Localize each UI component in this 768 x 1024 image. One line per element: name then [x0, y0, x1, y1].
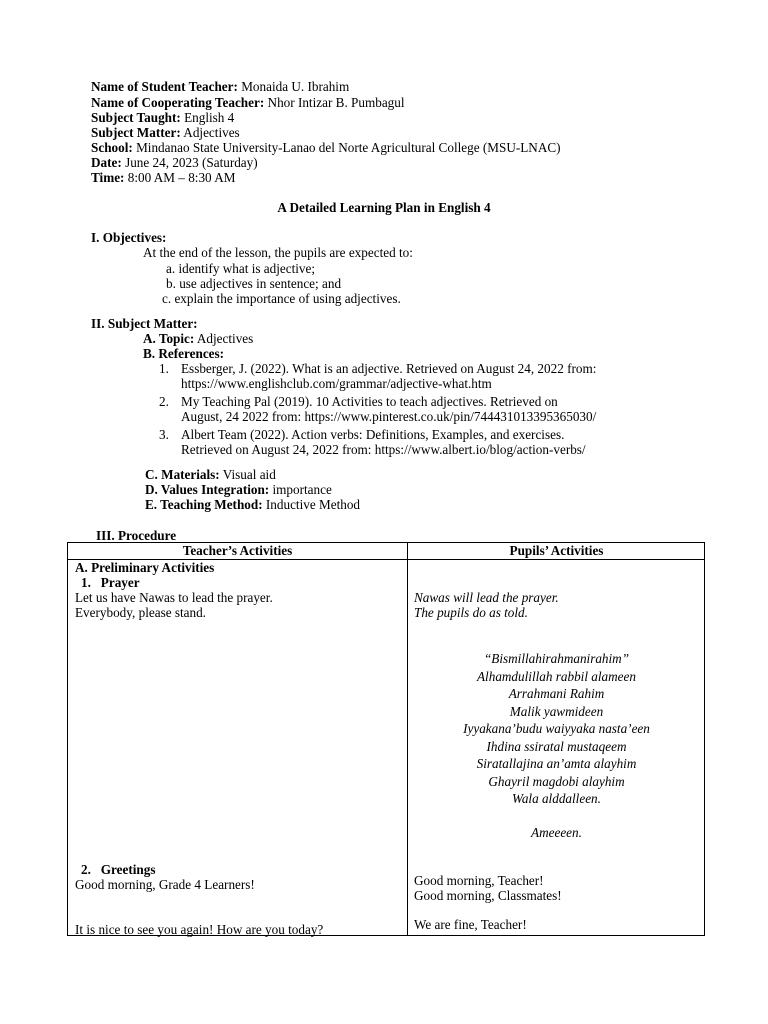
pupils-greeting-line: Good morning, Classmates!: [414, 888, 562, 903]
teaching-method-line: [145, 497, 360, 513]
subject-taught-value: English 4: [184, 110, 235, 125]
references-label: B. References:: [143, 346, 225, 361]
subject-matter-value: Adjectives: [183, 125, 240, 140]
objective-item-a: a. identify what is adjective;: [166, 261, 316, 276]
prayer-verse: Siratallajina an’amta alayhim: [476, 756, 637, 771]
values-integration-value: importance: [272, 482, 332, 497]
prayer-verse: Ghayril magdobi alayhim: [488, 774, 625, 789]
subject-matter-line: [91, 125, 240, 141]
reference-number: 2.: [159, 394, 169, 409]
school-line: [91, 140, 561, 156]
time-label: Time:: [91, 170, 125, 185]
pupils-greeting-line: Good morning, Teacher!: [414, 873, 544, 888]
reference-line: My Teaching Pal (2019). 10 Activities to teach adjectives. Retrieved on: [181, 394, 558, 409]
subject-matter-label: Subject Matter:: [91, 125, 181, 140]
student-teacher-line: [91, 79, 349, 95]
amen-line: Ameeeen.: [531, 825, 582, 840]
procedure-heading: III. Procedure: [96, 528, 177, 543]
reference-number: 1.: [159, 361, 169, 376]
teacher-column-header: Teacher’s Activities: [182, 543, 293, 558]
greetings-label: Greetings: [100, 862, 156, 877]
prayer-verse: Wala alddalleen.: [512, 791, 601, 806]
topic-value: Adjectives: [196, 331, 254, 346]
prayer-label: Prayer: [100, 575, 140, 590]
document-title: A Detailed Learning Plan in English 4: [277, 200, 491, 215]
materials-value: Visual aid: [222, 467, 276, 482]
pupils-column-header: Pupils’ Activities: [509, 543, 604, 558]
cooperating-teacher-value: Nhor Intizar B. Pumbagul: [267, 95, 405, 110]
cooperating-teacher-line: [91, 95, 405, 111]
objective-item-b: b. use adjectives in sentence; and: [166, 276, 342, 291]
teaching-method-value: Inductive Method: [265, 497, 361, 512]
prayer-verse: Alhamdulillah rabbil alameen: [477, 669, 636, 684]
prayer-number: 1.: [81, 575, 91, 590]
school-label: School:: [91, 140, 133, 155]
prayer-verse: Ihdina ssiratal mustaqeem: [486, 739, 627, 754]
date-line: [91, 155, 258, 171]
greetings-heading: [81, 862, 155, 878]
materials-line: [145, 467, 276, 483]
reference-line: https://www.englishclub.com/grammar/adjective-what.htm: [181, 376, 492, 391]
prayer-verse: Iyyakana’budu waiyyaka nasta’een: [463, 721, 650, 736]
time-value: 8:00 AM – 8:30 AM: [127, 170, 236, 185]
topic-line: [143, 331, 253, 347]
topic-label: A. Topic:: [143, 331, 195, 346]
prayer-verse: “Bismillahirahmanirahim”: [483, 651, 630, 666]
student-teacher-label: Name of Student Teacher:: [91, 79, 238, 94]
preliminary-activities-heading: A. Preliminary Activities: [75, 560, 215, 575]
subject-matter-heading: II. Subject Matter:: [91, 316, 198, 331]
cooperating-teacher-label: Name of Cooperating Teacher:: [91, 95, 265, 110]
date-label: Date:: [91, 155, 122, 170]
teacher-question: It is nice to see you again! How are you today?: [75, 922, 324, 937]
student-teacher-value: Monaida U. Ibrahim: [241, 79, 350, 94]
objective-item-c: c. explain the importance of using adjectives.: [162, 291, 401, 306]
prayer-heading: [81, 575, 140, 591]
date-value: June 24, 2023 (Saturday): [125, 155, 258, 170]
pupils-prayer-line: Nawas will lead the prayer.: [414, 590, 559, 605]
school-value: Mindanao State University-Lanao del Norte Agricultural College (MSU-LNAC): [136, 140, 561, 155]
values-integration-line: [145, 482, 332, 498]
reference-line: Essberger, J. (2022). What is an adjective. Retrieved on August 24, 2022 from:: [181, 361, 597, 376]
pupils-prayer-line: The pupils do as told.: [414, 605, 528, 620]
materials-label: C. Materials:: [145, 467, 220, 482]
procedure-table: [67, 542, 705, 936]
reference-line: August, 24 2022 from: https://www.pinterest.co.uk/pin/744431013395365030/: [181, 409, 597, 424]
subject-taught-line: [91, 110, 234, 126]
values-integration-label: D. Values Integration:: [145, 482, 270, 497]
reference-line: Retrieved on August 24, 2022 from: https://www.albert.io/blog/action-verbs/: [181, 442, 586, 457]
prayer-verse: Arrahmani Rahim: [508, 686, 605, 701]
greetings-number: 2.: [81, 862, 91, 877]
teacher-prayer-line: Everybody, please stand.: [75, 605, 206, 620]
reference-number: 3.: [159, 427, 169, 442]
objectives-heading: I. Objectives:: [91, 230, 167, 245]
pupils-answer: We are fine, Teacher!: [414, 917, 527, 932]
reference-line: Albert Team (2022). Action verbs: Definitions, Examples, and exercises.: [181, 427, 565, 442]
objectives-intro: At the end of the lesson, the pupils are expected to:: [143, 245, 413, 260]
prayer-verse: Malik yawmideen: [509, 704, 604, 719]
teaching-method-label: E. Teaching Method:: [145, 497, 263, 512]
time-line: [91, 170, 235, 186]
teacher-prayer-line: Let us have Nawas to lead the prayer.: [75, 590, 273, 605]
teacher-greeting: Good morning, Grade 4 Learners!: [75, 877, 255, 892]
subject-taught-label: Subject Taught:: [91, 110, 181, 125]
